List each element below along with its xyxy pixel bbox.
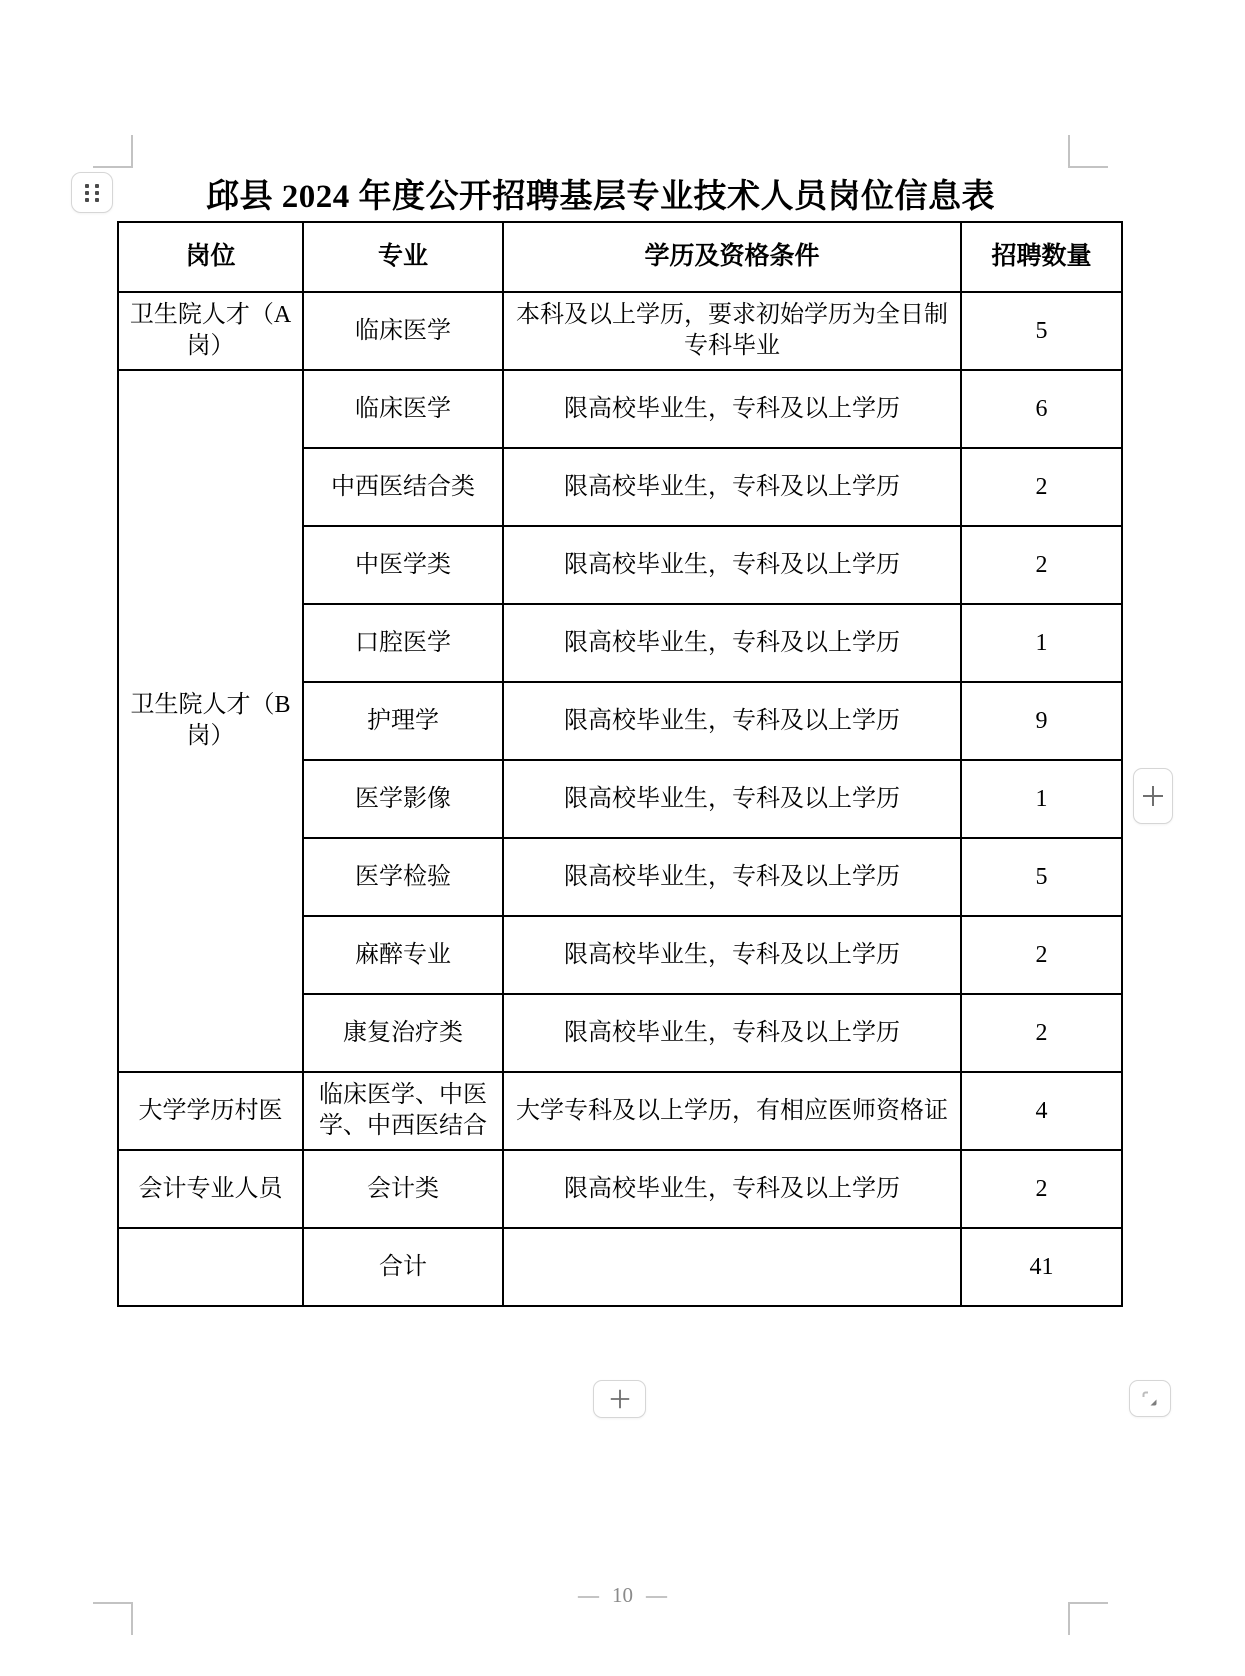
table-cell[interactable]: 大学学历村医 <box>118 1072 303 1150</box>
expand-corners-icon <box>1140 1389 1160 1409</box>
table-cell[interactable]: 临床医学 <box>303 292 503 370</box>
table-cell[interactable]: 2 <box>961 448 1122 526</box>
table-cell[interactable]: 卫生院人才（A岗） <box>118 292 303 370</box>
table-row <box>118 1228 1122 1306</box>
page-number-dash-right: — <box>646 1583 667 1607</box>
table-body <box>118 292 1122 1306</box>
table-cell[interactable]: 限高校毕业生，专科及以上学历 <box>503 994 961 1072</box>
table-cell[interactable]: 限高校毕业生，专科及以上学历 <box>503 1150 961 1228</box>
table-row <box>118 292 1122 370</box>
table-cell[interactable]: 本科及以上学历，要求初始学历为全日制专科毕业 <box>503 292 961 370</box>
table-cell[interactable]: 6 <box>961 370 1122 448</box>
page-number-value: 10 <box>612 1583 633 1607</box>
plus-icon <box>1140 783 1166 809</box>
table-cell[interactable]: 会计专业人员 <box>118 1150 303 1228</box>
table-cell[interactable]: 9 <box>961 682 1122 760</box>
add-column-button[interactable] <box>1133 768 1173 824</box>
table-cell[interactable]: 麻醉专业 <box>303 916 503 994</box>
header-cell[interactable]: 专业 <box>303 222 503 292</box>
table-cell[interactable]: 临床医学、中医学、中西医结合 <box>303 1072 503 1150</box>
table-cell[interactable]: 限高校毕业生，专科及以上学历 <box>503 526 961 604</box>
table-cell[interactable]: 2 <box>961 916 1122 994</box>
table-cell[interactable]: 限高校毕业生，专科及以上学历 <box>503 838 961 916</box>
margin-corner-mark-top-left <box>93 135 133 168</box>
header-cell[interactable]: 学历及资格条件 <box>503 222 961 292</box>
table-cell[interactable] <box>503 1228 961 1306</box>
table-cell[interactable]: 2 <box>961 526 1122 604</box>
table-cell[interactable]: 大学专科及以上学历，有相应医师资格证 <box>503 1072 961 1150</box>
table-cell[interactable]: 限高校毕业生，专科及以上学历 <box>503 604 961 682</box>
table-cell[interactable]: 医学检验 <box>303 838 503 916</box>
table-row <box>118 370 1122 448</box>
table-cell[interactable]: 中西医结合类 <box>303 448 503 526</box>
recruitment-table <box>117 221 1123 1307</box>
table-cell[interactable]: 合计 <box>303 1228 503 1306</box>
table-cell[interactable]: 限高校毕业生，专科及以上学历 <box>503 370 961 448</box>
table-cell[interactable]: 限高校毕业生，专科及以上学历 <box>503 916 961 994</box>
table-cell[interactable]: 临床医学 <box>303 370 503 448</box>
table-row <box>118 1072 1122 1150</box>
plus-icon <box>608 1387 632 1411</box>
header-cell[interactable]: 岗位 <box>118 222 303 292</box>
page-number <box>0 1583 1245 1608</box>
table-cell[interactable]: 护理学 <box>303 682 503 760</box>
table-cell[interactable]: 5 <box>961 838 1122 916</box>
table-cell[interactable]: 1 <box>961 604 1122 682</box>
table-cell[interactable]: 医学影像 <box>303 760 503 838</box>
expand-table-button[interactable] <box>1129 1380 1171 1417</box>
table-cell[interactable]: 4 <box>961 1072 1122 1150</box>
add-row-button[interactable] <box>593 1380 646 1418</box>
table-cell[interactable]: 口腔医学 <box>303 604 503 682</box>
table-cell[interactable]: 41 <box>961 1228 1122 1306</box>
table-header-row <box>118 222 1122 292</box>
table-cell[interactable]: 限高校毕业生，专科及以上学历 <box>503 760 961 838</box>
table-cell[interactable]: 限高校毕业生，专科及以上学历 <box>503 448 961 526</box>
table-cell[interactable]: 康复治疗类 <box>303 994 503 1072</box>
document-title[interactable]: 邱县 2024 年度公开招聘基层专业技术人员岗位信息表 <box>206 179 995 215</box>
margin-corner-mark-top-right <box>1068 135 1108 168</box>
six-dots-drag-icon <box>85 184 99 202</box>
table-row <box>118 1150 1122 1228</box>
table-cell[interactable]: 1 <box>961 760 1122 838</box>
table-cell[interactable]: 卫生院人才（B岗） <box>118 370 303 1072</box>
table-cell[interactable]: 2 <box>961 1150 1122 1228</box>
table-drag-handle[interactable] <box>71 172 113 213</box>
table-cell[interactable]: 限高校毕业生，专科及以上学历 <box>503 682 961 760</box>
table-cell[interactable]: 5 <box>961 292 1122 370</box>
header-cell[interactable]: 招聘数量 <box>961 222 1122 292</box>
table-cell[interactable]: 中医学类 <box>303 526 503 604</box>
table-cell[interactable] <box>118 1228 303 1306</box>
table-cell[interactable]: 2 <box>961 994 1122 1072</box>
table-cell[interactable]: 会计类 <box>303 1150 503 1228</box>
page-number-dash-left: — <box>578 1583 599 1607</box>
